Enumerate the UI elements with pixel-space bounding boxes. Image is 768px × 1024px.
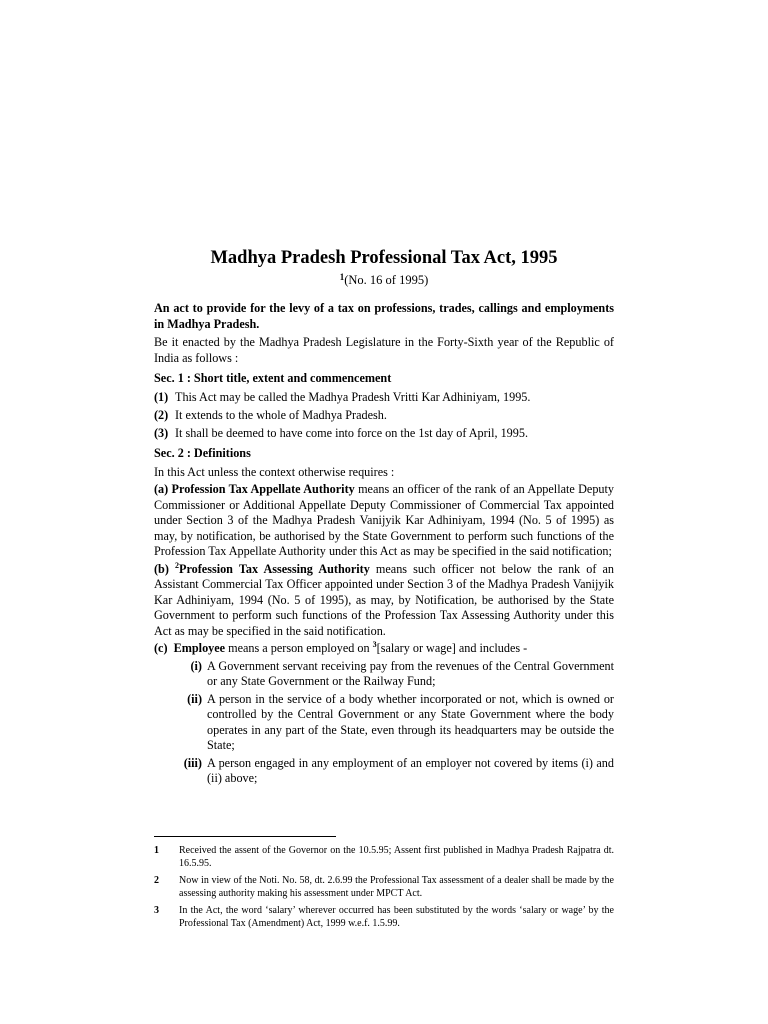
act-number-text: (No. 16 of 1995) — [344, 273, 429, 287]
item-number: (1) — [154, 389, 169, 404]
preamble-bold: An act to provide for the levy of a tax on professions, trades, callings and employments in Madhya Pradesh. — [154, 301, 614, 331]
footnote — [154, 904, 614, 930]
definition-c-text-after: [salary or wage] and includes - — [376, 641, 528, 655]
document-title: Madhya Pradesh Professional Tax Act, 1995 — [210, 248, 558, 268]
footnote-text: Now in view of the Noti. No. 58, dt. 2.6.99 the Professional Tax assessment of a dealer shall be made by the assessing authority making his assessment under MPCT Act. — [179, 875, 614, 899]
footnotes — [154, 844, 614, 934]
definition-c-subitem — [176, 659, 614, 690]
section-2-heading: Sec. 2 : Definitions — [154, 446, 251, 460]
subitem-number: (ii) — [187, 691, 202, 706]
footnote-ref-1[interactable]: 1 — [339, 272, 345, 282]
definition-a-text: means an officer of the rank of an Appellate Deputy Commissioner or Additional Appellate Deputy Commissioner of Commercial Tax appointed under Section 3 of the Madhya Pradesh Vanijyik Kar Adhiniyam, 1994 (No. 5 of 1995) as may, by notification, be authorised by the State Government to perform such functions of the Profession Tax Appellate Authority under this Act as may be specified in the said notification; — [154, 482, 615, 558]
item-text: It extends to the whole of Madhya Pradesh. — [175, 407, 387, 422]
subitem-text: A person in the service of a body whether incorporated or not, which is owned or controlled by the Central Government or any State Government where the body operates in any part of the State, even through its headquarters may be outside the State; — [207, 691, 614, 752]
section-1-item — [154, 426, 614, 442]
footnote-number: 1 — [154, 845, 159, 856]
footnote-number: 2 — [154, 875, 159, 886]
subitem-text: A person engaged in any employment of an employer not covered by items (i) and (ii) above; — [207, 755, 614, 785]
definition-a-label: (a) Profession Tax Appellate Authority — [154, 482, 355, 496]
definition-c-subitem — [176, 756, 614, 787]
footnote — [154, 844, 614, 870]
definition-b-text: means such officer not below the rank of an Assistant Commercial Tax Officer appointed under Section 3 of the Madhya Pradesh Vanijyik Kar Adhiniyam, 1994 (No. 5 of 1995), as may, by Notification, be authorised by the State Government to perform such functions of the Profession Tax Assessing Authority under this Act as may be specified in the said notification. — [154, 561, 615, 638]
section-2-intro: In this Act unless the context otherwise requires : — [154, 464, 395, 479]
subitem-number: (i) — [190, 658, 202, 673]
section-1-item — [154, 390, 614, 406]
footnote-text: In the Act, the word ‘salary’ wherever occurred has been substituted by the words ‘salary or wage’ by the Professional Tax (Amendment) Act, 1999 w.e.f. 1.5.99. — [179, 905, 614, 929]
definition-b — [154, 562, 614, 640]
document-body — [154, 301, 614, 787]
footnote-separator — [154, 836, 336, 837]
definition-b-label: Profession Tax Assessing Authority — [179, 561, 370, 576]
footnote — [154, 874, 614, 900]
definition-b-number: (b) — [154, 561, 169, 576]
definition-c-subitem — [176, 692, 614, 754]
item-text: This Act may be called the Madhya Pradesh Vritti Kar Adhiniyam, 1995. — [175, 389, 531, 404]
subitem-number: (iii) — [183, 755, 202, 770]
act-number — [154, 269, 614, 288]
footnote-text: Received the assent of the Governor on the 10.5.95; Assent first published in Madhya Pradesh Rajpatra dt. 16.5.95. — [179, 845, 614, 869]
definition-c — [154, 641, 614, 657]
definition-c-label: Employee — [173, 641, 226, 655]
item-text: It shall be deemed to have come into force on the 1st day of April, 1995. — [175, 425, 529, 440]
item-number: (3) — [154, 425, 169, 440]
footnote-number: 3 — [154, 905, 159, 916]
item-number: (2) — [154, 407, 169, 422]
section-1-item — [154, 408, 614, 424]
footnote-ref-3[interactable]: 3 — [372, 640, 377, 649]
subitem-text: A Government servant receiving pay from the revenues of the Central Government or any State Government or the Railway Fund; — [207, 658, 614, 688]
definition-c-number: (c) — [154, 641, 168, 655]
definition-c-text: means a person employed on — [228, 641, 370, 655]
preamble: Be it enacted by the Madhya Pradesh Legislature in the Forty-Sixth year of the Republic of India as follows : — [154, 335, 614, 365]
definition-a — [154, 482, 614, 560]
section-1-heading: Sec. 1 : Short title, extent and commencement — [154, 371, 392, 385]
footnote-ref-2[interactable]: 2 — [175, 560, 180, 570]
